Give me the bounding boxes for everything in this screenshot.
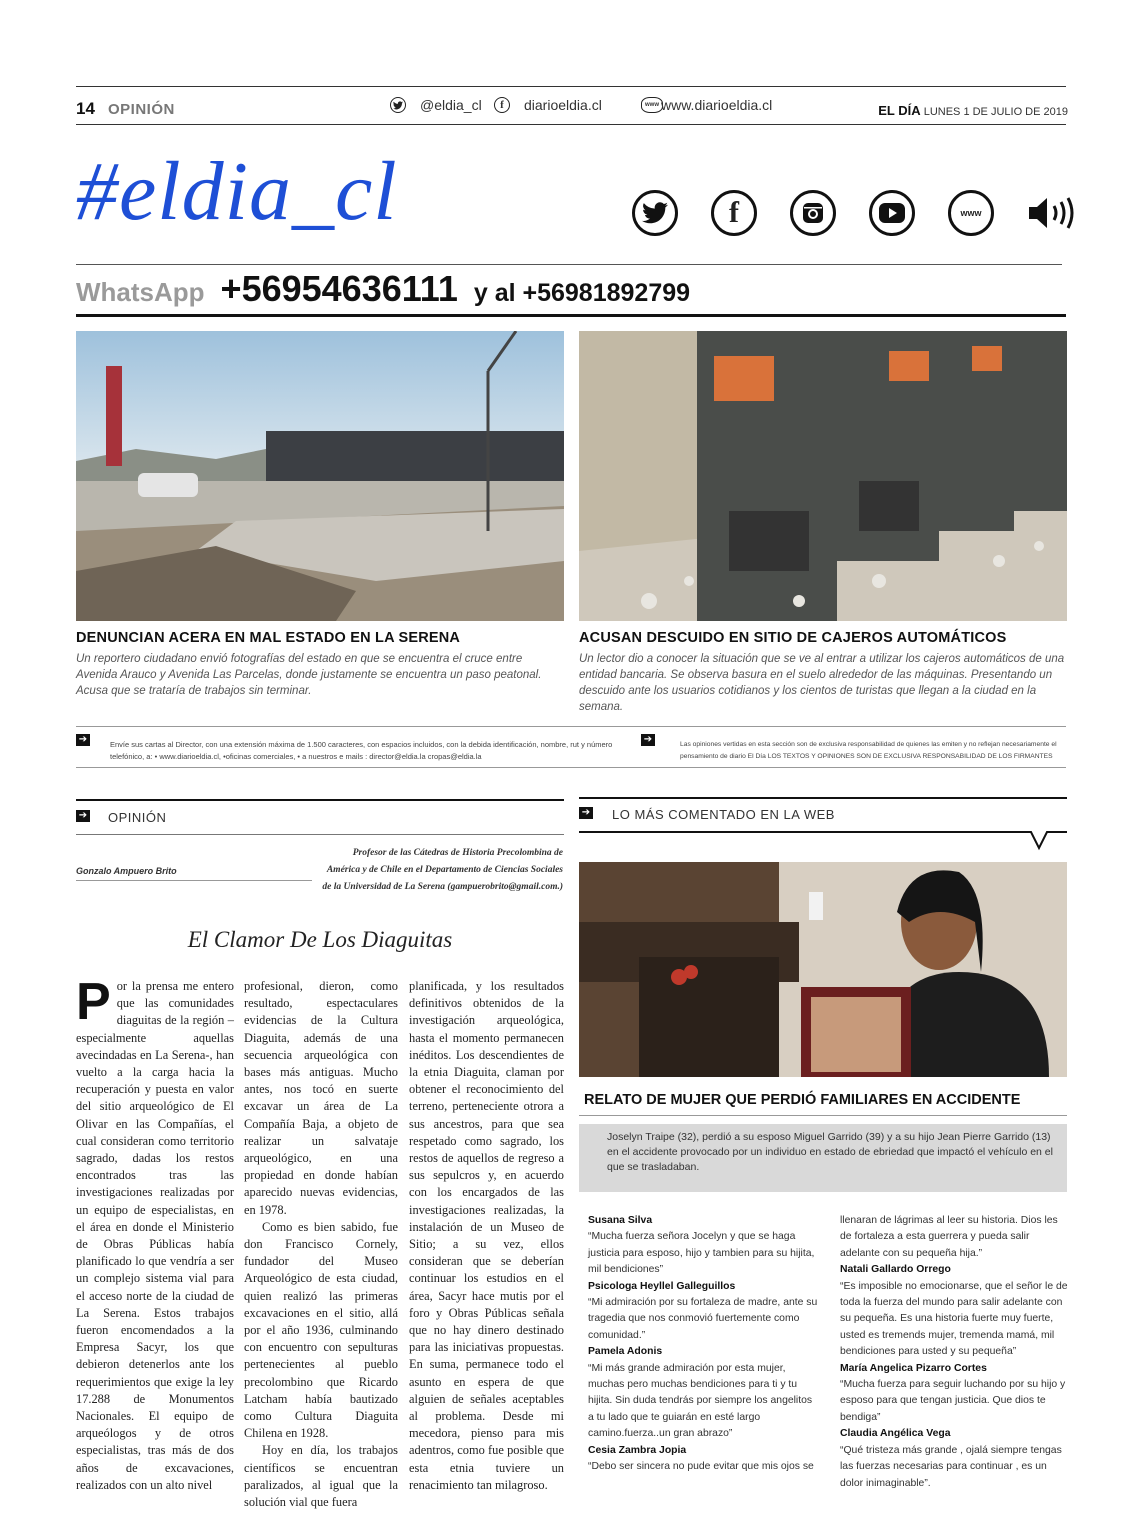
header-masthead: [878, 103, 1068, 118]
page-number: 14: [76, 99, 95, 118]
letters-notice: Envíe sus cartas al Director, con una extensión máxima de 1.500 caracteres, con espacios incluidos, con la debida identificación, nombre, rut y número telefónico, a: • www.diarioeldia.cl, •oficinas comerciales, • a nuestros e mails : director@eldia.la cropas@eldia.la: [110, 740, 613, 761]
www-icon[interactable]: www: [948, 190, 994, 236]
comment-text: “Mi más grande admiración por esta mujer, muchas pero muchas bendiciones para ti y tu hijita. Sin duda tendrás por siempre los angelitos a tu lado que te guiarán en esté largo camino.fuerza..un gran abrazo”: [588, 1362, 813, 1440]
arrow-icon: ➔: [641, 734, 655, 746]
disclaimer-notice: Las opiniones vertidas en esta sección son de exclusiva responsabilidad de quienes las emiten y no reflejan necesariamente el pensamiento de diario El Día LOS TEXTOS Y OPINIONES SON DE EXCLUSIVA RESPONSABILIDAD DE LOS FIRMANTES: [680, 741, 1057, 760]
comment: [840, 1361, 1068, 1427]
comment: [588, 1213, 820, 1279]
instagram-icon[interactable]: [790, 190, 836, 236]
article-column-2: [244, 978, 398, 1511]
article-text-2a: profesional, dieron, como resultado, espectaculares evidencias de la Cultura Diaguita, además de una secuencia arqueológica con bases más antiguas. Mucho antes, nos tocó en suerte excavar un área de La Compañía Baja, a objeto de realizar un salvataje arqueológico, en una propiedad en donde habían aparecido nuevas evidencias, en 1978.: [244, 979, 398, 1217]
twitter-icon: [390, 97, 406, 113]
web-section-label: LO MÁS COMENTADO EN LA WEB: [612, 807, 835, 822]
commenter-name: Psicologa Heyllel Galleguillos: [588, 1280, 736, 1292]
comment: [840, 1426, 1068, 1492]
drop-cap: P: [76, 973, 111, 1031]
header-twitter[interactable]: [390, 97, 482, 113]
whatsapp-alt-number[interactable]: y al +56981892799: [473, 279, 691, 307]
story-title-sidewalk: DENUNCIAN ACERA EN MAL ESTADO EN LA SERENA: [76, 630, 461, 646]
comment-text: “Mucha fuerza para seguir luchando por su hijo y esposo para que tengan justicia. Que dios te bendiga”: [840, 1379, 1066, 1423]
facebook-icon: f: [494, 97, 510, 113]
comment-text: “Es imposible no emocionarse, que el señor le de toda la fuerza del mundo para salir adelante con su pequeña. Es una historia fuerte muy fuerte, usted es tremends mujer, tremenda mamá, mil bendiciones para usted y su pequeña”: [840, 1280, 1068, 1358]
youtube-icon[interactable]: [869, 190, 915, 236]
atm-photo: [579, 331, 1067, 621]
www-icon: www: [641, 97, 663, 113]
commenter-name: Cesia Zambra Jopia: [588, 1444, 687, 1456]
comment: [840, 1262, 1068, 1360]
header-facebook[interactable]: [494, 97, 602, 113]
article-text-1: or la prensa me entero que las comunidades diaguitas de la región –especialmente aquellas avecindadas en La Serena-, han vuelto a la carga hacia la recuperación y puesta en valor del sitio arqueológico de El Olivar en las Compañías, el cual consideran como territorio sagrado, dadas los restos encontrados tras las investigaciones realizadas por un equipo de especialistas, en el área en donde el Ministerio de Obras Públicas había planificado lo que vendría a ser un complejo sistema vial para el acceso norte de la ciudad de La Serena. Estos trabajos fueron encomendados a la Empresa Sacyr, los que debieron detenerlos ante los requerimientos que exige la ley 17.288 de Monumentos Nacionales. El equipo de arqueólogos y de otros especialistas, tras más de dos años de excavaciones, realizados con un alto nivel: [76, 979, 234, 1492]
comment: [588, 1443, 820, 1476]
speech-bubble-line: [579, 826, 1067, 856]
twitter-icon[interactable]: [632, 190, 678, 236]
comments-column-left: [588, 1213, 820, 1476]
article-text-2c: Hoy en día, los trabajos científicos se encuentran paralizados, al igual que la solución vial que fuera: [244, 1443, 398, 1510]
whatsapp-number[interactable]: +56954636111: [220, 268, 458, 309]
whatsapp-label: WhatsApp: [76, 277, 205, 307]
woman-photo: [579, 862, 1067, 1077]
issue-date: LUNES 1 DE JULIO DE 2019: [923, 106, 1068, 118]
comment: [588, 1344, 820, 1442]
comments-column-right: [840, 1213, 1068, 1492]
web-url: www.diarioeldia.cl: [661, 97, 773, 113]
web-story-title[interactable]: RELATO DE MUJER QUE PERDIÓ FAMILIARES EN ACCIDENTE: [584, 1092, 1021, 1108]
story-text-atm: Un lector dio a conocer la situación que se ve al entrar a utilizar los cajeros automáticos de una entidad bancaria. Se observa basura en el suelo alrededor de las máquinas. Presentando un descuido ante los usuarios cotidianos y los cientos de turistas que llegan a la ciudad en la semana.: [579, 653, 1065, 713]
comment-text: “Mi admiración por su fortaleza de madre, ante su tragedia que nos conmovió fuertemente como comunidad.”: [588, 1297, 818, 1341]
paper-name: EL DÍA: [878, 103, 921, 118]
comment-text: llenaran de lágrimas al leer su historia. Dios les de fortaleza a esta guerrera y pueda salir adelante con su pequeña hija.”: [840, 1215, 1058, 1259]
article-column-1: [76, 973, 234, 1494]
web-story-summary: Joselyn Traipe (32), perdió a su esposo Miguel Garrido (39) y a su hijo Jean Pierre Garrido (13) en el accidente provocado por un individuo en estado de ebriedad que impactó el vehículo en el que se trasladaban.: [579, 1124, 1067, 1192]
hashtag-title: #eldia_cl: [76, 145, 398, 238]
whatsapp-line: [76, 268, 690, 310]
commenter-name: Claudia Angélica Vega: [840, 1428, 951, 1440]
commenter-name: Pamela Adonis: [588, 1346, 663, 1358]
sidewalk-photo: [76, 331, 564, 621]
facebook-page: diarioeldia.cl: [524, 97, 602, 113]
arrow-icon: ➔: [76, 810, 90, 822]
speaker-icon[interactable]: [1027, 190, 1077, 236]
social-icons-row: [632, 190, 1077, 236]
story-title-atm: ACUSAN DESCUIDO EN SITIO DE CAJEROS AUTOMÁTICOS: [579, 630, 1007, 646]
twitter-handle: @eldia_cl: [420, 97, 482, 113]
arrow-icon: ➔: [579, 807, 593, 819]
article-column-3: [409, 978, 564, 1494]
comment-text: “Mucha fuerza señora Jocelyn y que se haga justicia para esposo, hijo y tambien para su hijita, mil bendiciones”: [588, 1231, 815, 1276]
commenter-name: María Angelica Pizarro Cortes: [840, 1362, 987, 1374]
comment-text: “Qué tristeza más grande , ojalá siempre tengas las fuerzas necesarias para continuar , es un dolor inimaginable”.: [840, 1444, 1062, 1489]
author-name: Gonzalo Ampuero Brito: [76, 866, 177, 876]
facebook-icon[interactable]: f: [711, 190, 757, 236]
commenter-name: Natali Gallardo Orrego: [840, 1264, 951, 1276]
story-text-sidewalk: Un reportero ciudadano envió fotografías del estado en que se encuentra el cruce entre Avenida Arauco y Avenida Las Parcelas, donde justamente se encuentra un paso peatonal. Acusa que se trataría de trabajos sin terminar.: [76, 653, 542, 697]
article-text-3: planificada, y los resultados definitivos obtenidos de la investigación arqueológica, hasta el momento permanecen inéditos. Los descendientes de la etnia Diaguita, claman por obtener el reconocimiento del terreno, perteneciente otrora a sus ancestros, para que sea respetado como sagrado, los restos de aquellos de regreso a sus sepulcros y, en acuerdo con los encargados de las investigaciones realizadas, la instalación de un Museo de Sitio; a su vez, ellos consideran que se deberían continuar los estudios en el área, Sacyr hace mutis por el foro y Obras Públicas señala que no hay dinero destinado para las iniciativas propuestas. En suma, permanece todo el asunto en espera de que alguien de señales aceptables al problema. Desde mi mecedora, pienso para mis adentros, como fue posible que esta etnia tuviere un renacimiento tan milagroso.: [409, 979, 564, 1492]
comment-text: “Debo ser sincera no pude evitar que mis ojos se: [588, 1461, 814, 1473]
article-text-2b: Como es bien sabido, fue don Francisco Cornely, fundador del Museo Arqueológico de esta ciudad, quien realizó las primeras excavaciones en el sitio, allá por el año 1936, culminando con encuentro con sepulturas pertenecientes al pueblo precolombino que Ricardo Latcham había bautizado como Cultura Diaguita Chilena en 1928.: [244, 1219, 398, 1441]
arrow-icon: ➔: [76, 734, 90, 746]
commenter-name: Susana Silva: [588, 1215, 653, 1226]
header-web[interactable]: [641, 97, 772, 113]
opinion-label: OPINIÓN: [108, 810, 167, 825]
comment: [588, 1279, 820, 1345]
article-title: El Clamor De Los Diaguitas: [187, 927, 453, 952]
author-bio: Profesor de las Cátedras de Historia Precolombina de América y de Chile en el Departamento de Ciencias Sociales de la Universidad de La Serena (gampuerobrito@gmail.com.): [322, 848, 563, 892]
section-name: OPINIÓN: [108, 101, 175, 118]
